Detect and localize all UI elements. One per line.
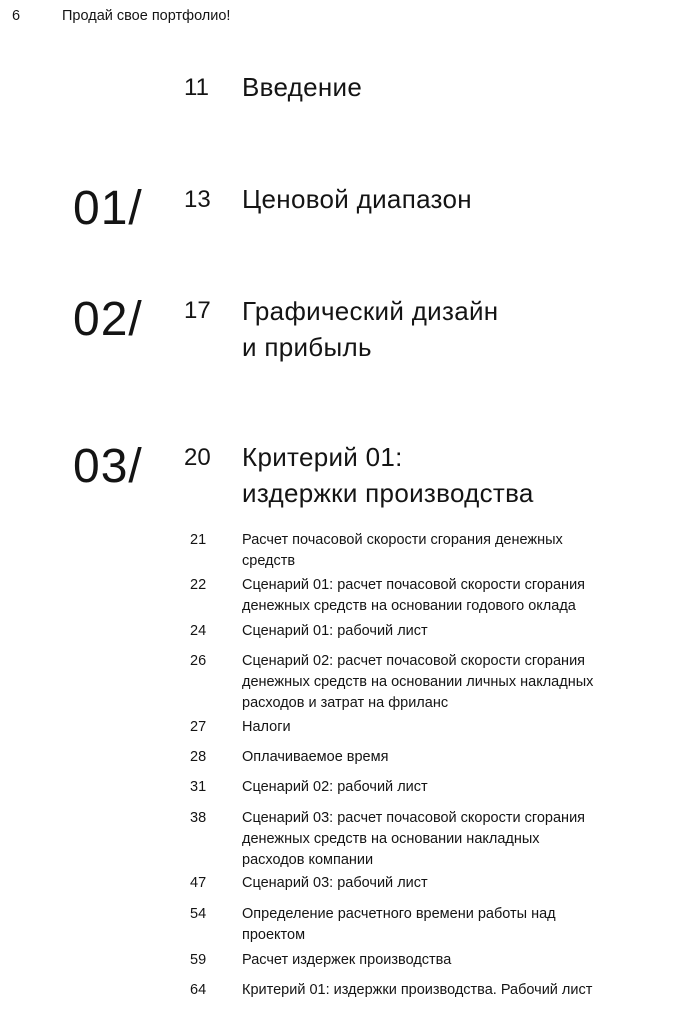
subentry-page: 27 [190,719,207,735]
chapter-title-line-1: Критерий 01: [242,442,403,472]
chapter-number: 02/ [73,293,143,346]
subentry-page: 47 [190,875,207,891]
subentry-line: проектом [242,927,306,943]
chapter-title: Ценовой диапазон [242,184,472,214]
subentry-page: 22 [190,577,207,593]
subentry-line: Расчет издержек производства [242,952,452,968]
subentry-title [242,980,667,1001]
subentry-line: расходов и затрат на фриланс [242,695,449,711]
subentry-line: средств [242,553,296,569]
subentry-line: Сценарий 03: рабочий лист [242,875,428,891]
toc-intro-page: 11 [184,74,209,101]
subentry-line: Сценарий 03: расчет почасовой скорости сгорания [242,810,586,826]
subentry-page: 64 [190,982,207,998]
subentry-line: Сценарий 01: расчет почасовой скорости сгорания [242,577,586,593]
subentry-title [242,621,667,642]
chapter-number: 01/ [73,182,143,235]
subentry-page: 59 [190,952,207,968]
subentry-line: расходов компании [242,852,374,868]
chapter-title-line-2: издержки производства [242,478,534,508]
subentry-title [242,747,667,768]
subentry-page: 54 [190,906,207,922]
subentry-page: 26 [190,653,207,669]
subentry-line: Критерий 01: издержки производства. Рабочий лист [242,982,593,998]
subentry-line: Определение расчетного времени работы над [242,906,556,922]
subentry-line: Сценарий 02: рабочий лист [242,779,428,795]
subentry-title [242,575,667,617]
subentry-line: Оплачиваемое время [242,749,389,765]
subentry-title [242,651,667,714]
subentry-line: денежных средств на основании личных накладных [242,674,594,690]
subentry-title [242,904,667,946]
subentry-page: 38 [190,810,207,826]
subentry-page: 31 [190,779,207,795]
subentry-line: Налоги [242,719,291,735]
chapter-title-line-2: и прибыль [242,332,372,362]
subentry-page: 21 [190,532,207,548]
subentry-page: 28 [190,749,207,765]
running-head [12,8,230,24]
subentry-line: денежных средств на основании накладных [242,831,540,847]
subentry-line: Расчет почасовой скорости сгорания денежных [242,532,563,548]
toc-intro-title: Введение [242,72,363,102]
subentry-title [242,808,667,871]
subentry-title [242,717,667,738]
subentry-title [242,950,667,971]
chapter-page: 20 [184,444,211,471]
chapter-number: 03/ [73,440,143,493]
chapter-title-line-1: Графический дизайн [242,296,499,326]
running-title: Продай свое портфолио! [62,8,231,24]
subentry-line: Сценарий 02: расчет почасовой скорости сгорания [242,653,586,669]
subentry-title [242,777,667,798]
chapter-page: 13 [184,186,211,213]
chapter-page: 17 [184,297,211,324]
subentry-title [242,873,667,894]
subentry-page: 24 [190,623,207,639]
page-number: 6 [12,8,21,24]
subentry-line: денежных средств на основании годового оклада [242,598,576,614]
subentry-title [242,530,667,572]
subentry-line: Сценарий 01: рабочий лист [242,623,428,639]
